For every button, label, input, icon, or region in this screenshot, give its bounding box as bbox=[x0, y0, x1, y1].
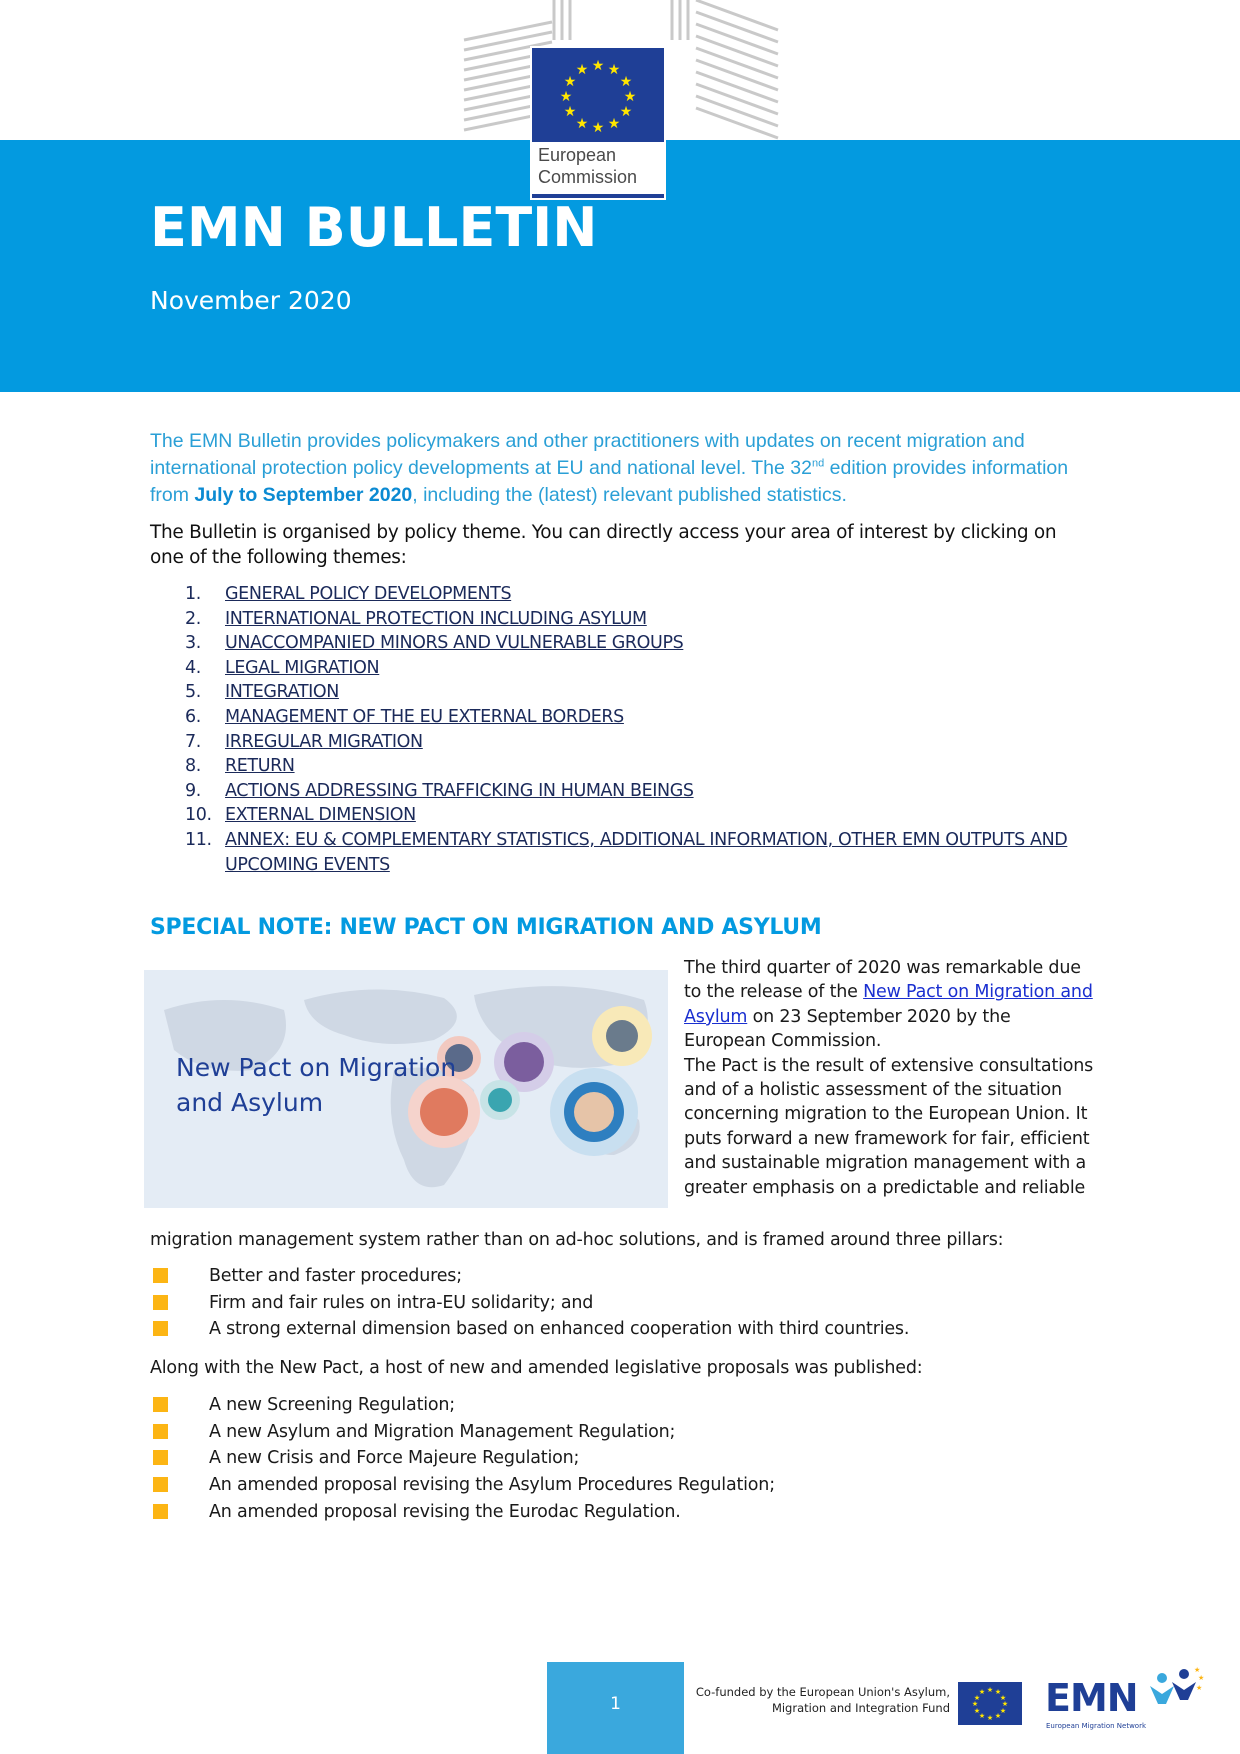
svg-text:★: ★ bbox=[619, 104, 633, 120]
theme-link[interactable]: IRREGULAR MIGRATION bbox=[225, 731, 423, 752]
theme-item[interactable] bbox=[185, 631, 1085, 656]
svg-text:★: ★ bbox=[591, 120, 605, 136]
list-item bbox=[150, 1445, 1100, 1472]
theme-item[interactable] bbox=[185, 779, 1085, 804]
svg-text:★: ★ bbox=[623, 89, 637, 105]
svg-text:★: ★ bbox=[999, 1707, 1007, 1715]
cofund-line1: Co-funded by the European Union's Asylum, bbox=[695, 1685, 950, 1699]
list-item bbox=[150, 1290, 1100, 1317]
theme-number: 5. bbox=[185, 682, 201, 703]
ec-logo-line1: European bbox=[538, 145, 617, 165]
intro-part1: The EMN Bulletin provides policymakers and other practitioners with updates on recent migration and international protection policy developments at EU and national level. The 32 bbox=[150, 430, 1025, 479]
proposals-list bbox=[150, 1392, 1100, 1526]
svg-text:★: ★ bbox=[978, 1688, 986, 1696]
list-item-text: A new Crisis and Force Majeure Regulation; bbox=[209, 1448, 580, 1469]
pact-paragraph-1 bbox=[684, 956, 1094, 1054]
banner-title-line1: New Pact on Migration bbox=[176, 1053, 457, 1082]
theme-item[interactable] bbox=[185, 730, 1085, 755]
theme-item[interactable] bbox=[185, 705, 1085, 730]
svg-text:★: ★ bbox=[978, 1712, 986, 1720]
theme-link[interactable]: EXTERNAL DIMENSION bbox=[225, 805, 416, 826]
intro-part2: edition provides information from bbox=[150, 457, 1069, 506]
svg-text:★: ★ bbox=[563, 74, 577, 90]
new-pact-link[interactable]: New Pact on Migration and Asylum bbox=[684, 982, 1093, 1027]
svg-text:★: ★ bbox=[607, 116, 621, 132]
ec-logo-line2: Commission bbox=[538, 167, 638, 187]
intro-superscript: nd bbox=[811, 457, 825, 470]
svg-text:★: ★ bbox=[563, 104, 577, 120]
list-item bbox=[150, 1419, 1100, 1446]
svg-text:★: ★ bbox=[607, 62, 621, 78]
intro-paragraph bbox=[150, 428, 1090, 509]
banner-title bbox=[176, 1050, 456, 1120]
svg-text:★: ★ bbox=[994, 1688, 1002, 1696]
theme-link[interactable]: RETURN bbox=[225, 756, 295, 777]
svg-text:★: ★ bbox=[973, 1707, 981, 1715]
theme-number: 9. bbox=[185, 780, 201, 801]
emn-figures-icon bbox=[1140, 1664, 1204, 1714]
svg-text:★: ★ bbox=[1001, 1700, 1009, 1708]
yellow-square-bullet-icon bbox=[153, 1424, 168, 1439]
svg-text:★: ★ bbox=[994, 1712, 1002, 1720]
theme-number: 6. bbox=[185, 706, 201, 727]
yellow-square-bullet-icon bbox=[153, 1504, 168, 1519]
intro-period-emphasis: July to September 2020 bbox=[194, 484, 413, 506]
theme-item[interactable] bbox=[185, 754, 1085, 779]
pact-text: The third quarter of 2020 was remarkable due to the release of the bbox=[684, 958, 1081, 1003]
list-item-text: A new Asylum and Migration Management Regulation; bbox=[209, 1421, 676, 1442]
theme-item[interactable] bbox=[185, 803, 1085, 828]
svg-text:★: ★ bbox=[559, 89, 573, 105]
emn-logo bbox=[1040, 1664, 1210, 1734]
theme-item[interactable] bbox=[185, 582, 1085, 607]
document-title: EMN BULLETIN bbox=[150, 196, 598, 259]
yellow-square-bullet-icon bbox=[153, 1450, 168, 1465]
special-note-heading: SPECIAL NOTE: NEW PACT ON MIGRATION AND ASYLUM bbox=[150, 915, 822, 940]
list-item-text: Better and faster procedures; bbox=[209, 1266, 462, 1286]
svg-text:★: ★ bbox=[999, 1694, 1007, 1702]
theme-number: 11. bbox=[185, 829, 212, 850]
theme-number: 7. bbox=[185, 731, 201, 752]
svg-text:★: ★ bbox=[986, 1714, 994, 1722]
theme-item[interactable] bbox=[185, 607, 1085, 632]
list-item-text: An amended proposal revising the Eurodac Regulation. bbox=[209, 1501, 681, 1522]
theme-number: 8. bbox=[185, 756, 201, 777]
list-item bbox=[150, 1316, 1100, 1343]
svg-text:★: ★ bbox=[986, 1686, 994, 1694]
pillars-list bbox=[150, 1263, 1100, 1343]
theme-number: 2. bbox=[185, 608, 201, 629]
pact-paragraph-2-continued: migration management system rather than on ad-hoc solutions, and is framed around three pillars: bbox=[150, 1230, 1004, 1250]
emn-logo-subtitle: European Migration Network bbox=[1046, 1722, 1147, 1730]
svg-text:★: ★ bbox=[575, 62, 589, 78]
list-item-text: A new Screening Regulation; bbox=[209, 1395, 456, 1415]
svg-text:★: ★ bbox=[575, 116, 589, 132]
theme-item[interactable] bbox=[185, 680, 1085, 705]
themes-intro: The Bulletin is organised by policy theme. You can directly access your area of interest by clicking on one of the following themes: bbox=[150, 522, 1057, 568]
svg-text:★: ★ bbox=[591, 58, 605, 74]
intro-part3: , including the (latest) relevant published statistics. bbox=[412, 484, 847, 506]
svg-text:★: ★ bbox=[1194, 1666, 1201, 1674]
list-item bbox=[150, 1472, 1100, 1499]
theme-link[interactable]: ANNEX: EU & COMPLEMENTARY STATISTICS, ADDITIONAL INFORMATION, OTHER EMN OUTPUTS AND UPCOMING EVENTS bbox=[225, 829, 1068, 875]
svg-text:★: ★ bbox=[973, 1694, 981, 1702]
svg-text:★: ★ bbox=[619, 74, 633, 90]
list-item-text: Firm and fair rules on intra-EU solidarity; and bbox=[209, 1292, 594, 1313]
theme-link[interactable]: INTEGRATION bbox=[225, 682, 339, 703]
list-item bbox=[150, 1392, 1100, 1419]
yellow-square-bullet-icon bbox=[153, 1268, 168, 1283]
theme-item[interactable] bbox=[185, 828, 1085, 877]
cofunding-statement bbox=[660, 1684, 950, 1716]
svg-text:★: ★ bbox=[1196, 1684, 1203, 1692]
themes-list bbox=[185, 582, 1085, 877]
theme-number: 4. bbox=[185, 657, 201, 678]
theme-number: 1. bbox=[185, 584, 201, 604]
svg-text:★: ★ bbox=[971, 1700, 979, 1708]
list-item-text: An amended proposal revising the Asylum Procedures Regulation; bbox=[209, 1475, 775, 1496]
list-item-text: A strong external dimension based on enhanced cooperation with third countries. bbox=[209, 1319, 910, 1340]
theme-link[interactable]: GENERAL POLICY DEVELOPMENTS bbox=[225, 584, 512, 604]
banner-title-line2: and Asylum bbox=[176, 1088, 324, 1117]
theme-link[interactable]: UNACCOMPANIED MINORS AND VULNERABLE GROUPS bbox=[225, 633, 684, 654]
yellow-square-bullet-icon bbox=[153, 1477, 168, 1492]
cofund-line2: Migration and Integration Fund bbox=[771, 1701, 950, 1715]
eu-flag-icon bbox=[958, 1682, 1022, 1725]
yellow-square-bullet-icon bbox=[153, 1321, 168, 1336]
new-pact-banner-image bbox=[144, 970, 668, 1208]
page-number: 1 bbox=[610, 1694, 621, 1714]
theme-number: 3. bbox=[185, 633, 201, 654]
svg-text:★: ★ bbox=[1198, 1674, 1204, 1682]
theme-item[interactable] bbox=[185, 656, 1085, 681]
ec-logo-text bbox=[538, 144, 637, 188]
list-item bbox=[150, 1263, 1100, 1290]
theme-link[interactable]: INTERNATIONAL PROTECTION INCLUDING ASYLUM bbox=[225, 608, 647, 629]
list-item bbox=[150, 1499, 1100, 1526]
pact-paragraph-2: The Pact is the result of extensive consultations and of a holistic assessment of the situation concerning migration to the European Union. It puts forward a new framework for fair, efficient and sustainable migration management with a greater emphasis on a predictable and reliable bbox=[684, 1055, 1094, 1198]
theme-link[interactable]: ACTIONS ADDRESSING TRAFFICKING IN HUMAN BEINGS bbox=[225, 780, 694, 801]
yellow-square-bullet-icon bbox=[153, 1397, 168, 1412]
european-commission-logo bbox=[530, 46, 666, 200]
yellow-square-bullet-icon bbox=[153, 1295, 168, 1310]
proposals-intro: Along with the New Pact, a host of new and amended legislative proposals was published: bbox=[150, 1358, 923, 1378]
theme-link[interactable]: LEGAL MIGRATION bbox=[225, 657, 380, 678]
document-date: November 2020 bbox=[150, 286, 352, 315]
eu-flag-icon bbox=[532, 48, 664, 142]
emn-logo-text: EMN bbox=[1045, 1676, 1138, 1720]
theme-number: 10. bbox=[185, 805, 212, 826]
pact-text: on 23 September 2020 by the European Commission. bbox=[684, 1006, 1011, 1052]
theme-link[interactable]: MANAGEMENT OF THE EU EXTERNAL BORDERS bbox=[225, 706, 624, 727]
pact-description bbox=[684, 956, 1094, 1200]
